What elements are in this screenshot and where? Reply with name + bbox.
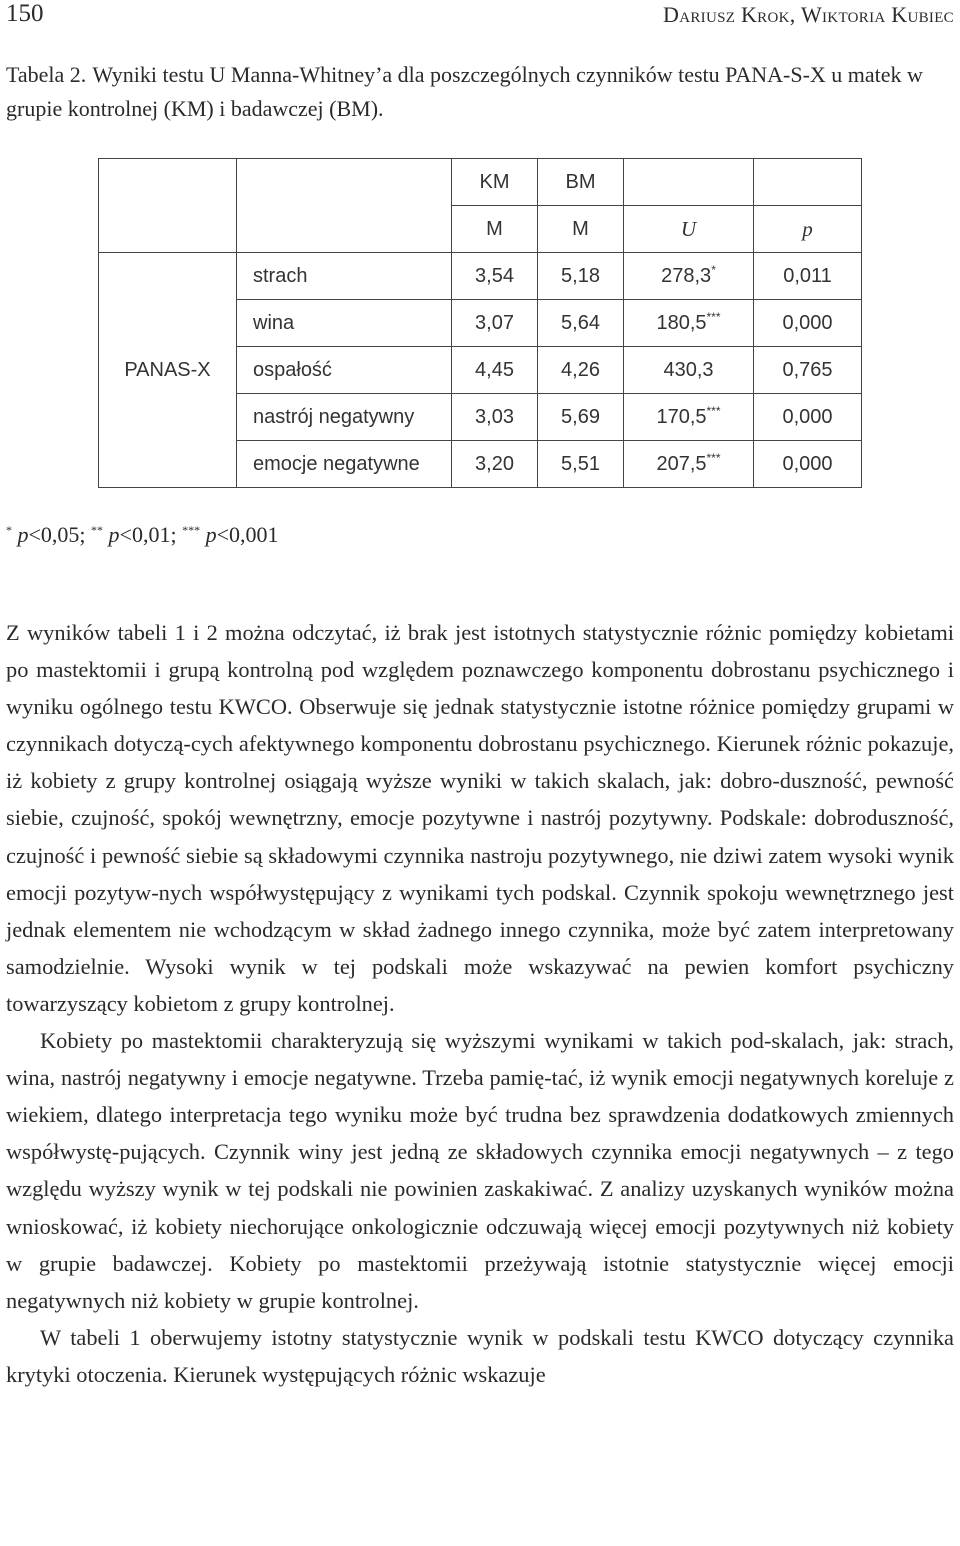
footnote-p-1: p xyxy=(17,522,29,547)
col-group-bm: BM xyxy=(538,159,624,206)
footnote-p-2: p xyxy=(108,522,120,547)
paragraph: Z wyników tabeli 1 i 2 można odczytać, iż brak jest istotnych statystycznie różnic pomiędzy kobietami po mastektomii i grupą kontrolną pod względem poznawczego komponentu dobrostanu psychicznego i wyniku ogólnego testu KWCO. Obserwuje się jednak statystycznie istotne różnice pomiędzy grupami w czynnikach dotyczą-cych afektywnego komponentu dobrostanu psychicznego. Kierunek różnic pokazuje, iż kobiety z grupy kontrolnej osiągają wyższe wyniki w takich skalach, jak: dobro-duszność, pewność siebie, czujność, spokój wewnętrzny, emocje pozytywne i nastrój pozytywny. Podskale: dobroduszność, czujność i pewność siebie są składowymi czynnika nastroju pozytywnego, nie dziwi zatem wysoki wynik emocji pozytyw-nych współwystępujący z wynikami tych podskal. Czynnik spokoju wewnętrznego jest jednak elementem nie wchodzącym w skład żadnego innego czynnika, może być zatem interpretowany samodzielnie. Wysoki wynik w tej podskali może wskazywać na pewien komfort psychiczny towarzyszący kobietom z grupy kontrolnej. xyxy=(6,620,954,1016)
u-value: 430,3 xyxy=(663,358,714,381)
col-group-km: KM xyxy=(452,159,538,206)
table-factor-header-cell xyxy=(237,159,452,253)
u-cell xyxy=(624,347,754,394)
table-caption-text: Wyniki testu U Manna-Whitney’a dla poszczególnych czynników testu PANA-S-X u matek w grupie kontrolnej (KM) i badawczej (BM). xyxy=(6,62,923,121)
p-cell: 0,000 xyxy=(754,441,862,488)
footnote-mark-3: *** xyxy=(182,523,201,537)
bm-mean-cell: 5,69 xyxy=(538,394,624,441)
results-table xyxy=(98,158,862,488)
col-group-empty-u xyxy=(624,159,754,206)
p-cell: 0,011 xyxy=(754,253,862,300)
table-footnote xyxy=(6,522,278,548)
p-cell: 0,765 xyxy=(754,347,862,394)
u-cell xyxy=(624,441,754,488)
footnote-p-3: p xyxy=(205,522,217,547)
significance-mark: * xyxy=(711,262,716,277)
p-cell: 0,000 xyxy=(754,300,862,347)
km-mean-cell: 3,03 xyxy=(452,394,538,441)
bm-mean-cell: 5,18 xyxy=(538,253,624,300)
u-cell xyxy=(624,300,754,347)
footnote-value-3: <0,001 xyxy=(216,522,279,547)
km-mean-cell: 4,45 xyxy=(452,347,538,394)
factor-cell: wina xyxy=(237,300,452,347)
row-group-label: PANAS-X xyxy=(99,253,237,488)
col-header-bm-m: M xyxy=(538,206,624,253)
factor-cell: ospałość xyxy=(237,347,452,394)
table-caption-label: Tabela 2. xyxy=(6,62,87,87)
u-value: 278,3 xyxy=(661,264,712,287)
factor-cell: strach xyxy=(237,253,452,300)
table-row xyxy=(99,253,862,300)
footnote-value-2: <0,01; xyxy=(119,522,177,547)
table-header-row-groups xyxy=(99,159,862,206)
km-mean-cell: 3,07 xyxy=(452,300,538,347)
running-head-authors: Dariusz Krok, Wiktoria Kubiec xyxy=(663,2,954,27)
table-caption xyxy=(6,58,954,126)
u-value: 207,5 xyxy=(656,452,707,475)
factor-cell: nastrój negatywny xyxy=(237,394,452,441)
col-header-p: p xyxy=(754,206,862,253)
page-number: 150 xyxy=(6,0,44,27)
significance-mark: *** xyxy=(706,450,721,465)
footnote-mark-2: ** xyxy=(91,523,104,537)
u-value: 180,5 xyxy=(656,311,707,334)
col-header-km-m: M xyxy=(452,206,538,253)
paragraph: Kobiety po mastektomii charakteryzują się wyższymi wynikami w takich pod-skalach, jak: strach, wina, nastrój negatywny i emocje negatywne. Trzeba pamię-tać, iż wynik emocji negatywnych koreluje z wiekiem, dlatego interpretacja tego wyniku może być trudna bez sprawdzenia dodatkowych zmiennych współwystę-pujących. Czynnik winy jest jedną ze składowych czynnika emocji negatywnych – z tego względu wyższy wynik w tej podskali nie powinien zaskakiwać. Z analizy uzyskanych wyników można wnioskować, iż kobiety niechorujące onkologicznie odczuwają więcej emocji pozytywnych niż kobiety w grupie badawczej. Kobiety po mastektomii przeżywają istotnie statystycznie więcej emocji negatywnych niż kobiety w grupie kontrolnej. xyxy=(6,1028,954,1313)
col-group-empty-p xyxy=(754,159,862,206)
factor-cell: emocje negatywne xyxy=(237,441,452,488)
u-cell xyxy=(624,394,754,441)
table-corner-cell xyxy=(99,159,237,253)
bm-mean-cell: 4,26 xyxy=(538,347,624,394)
bm-mean-cell: 5,64 xyxy=(538,300,624,347)
significance-mark: *** xyxy=(706,403,721,418)
page-header xyxy=(6,0,954,30)
footnote-mark-1: * xyxy=(6,523,12,537)
footnote-value-1: <0,05; xyxy=(28,522,86,547)
p-cell: 0,000 xyxy=(754,394,862,441)
paragraph: W tabeli 1 oberwujemy istotny statystycznie wynik w podskali testu KWCO dotyczący czynnika krytyki otoczenia. Kierunek występujących różnic wskazuje xyxy=(6,1324,954,1387)
km-mean-cell: 3,54 xyxy=(452,253,538,300)
km-mean-cell: 3,20 xyxy=(452,441,538,488)
u-value: 170,5 xyxy=(656,405,707,428)
body-text xyxy=(6,614,954,1393)
u-cell xyxy=(624,253,754,300)
col-header-u: U xyxy=(624,206,754,253)
bm-mean-cell: 5,51 xyxy=(538,441,624,488)
significance-mark: *** xyxy=(706,309,721,324)
